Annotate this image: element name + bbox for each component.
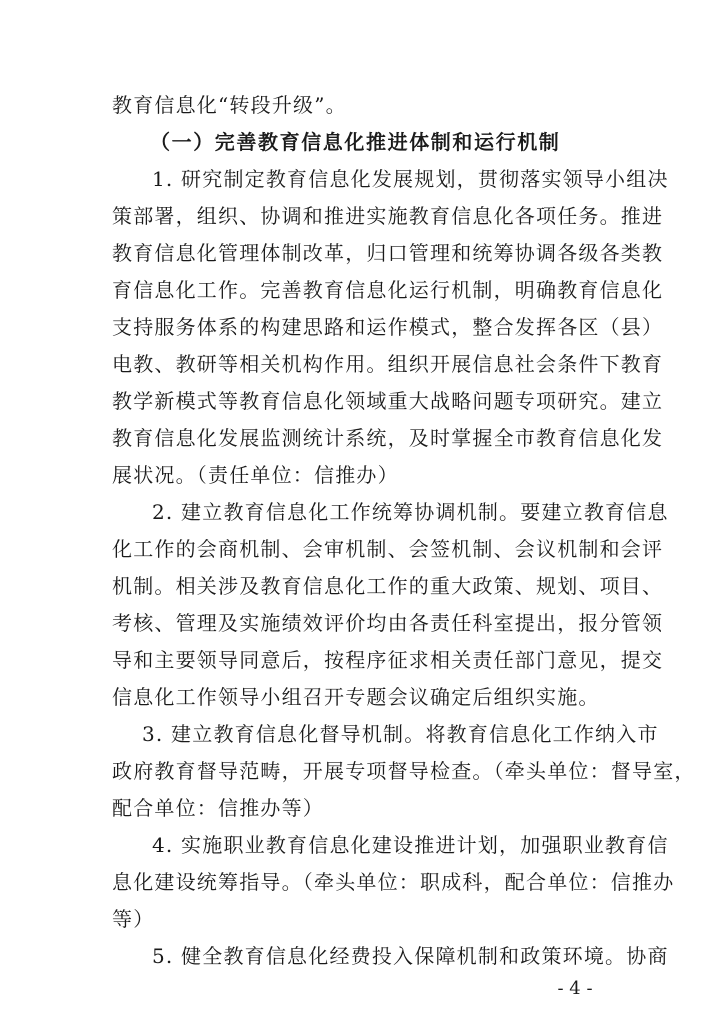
page-number: - 4 - (557, 978, 593, 999)
text-line: 考核、管理及实施绩效评价均由各责任科室提出，报分管领 (112, 611, 664, 635)
text-line: 策部署，组织、协调和推进实施教育信息化各项任务。推进 (112, 204, 664, 228)
text-line: 息化建设统筹指导。（牵头单位：职成科，配合单位：信推办 (112, 870, 675, 894)
text-line: 电教、教研等相关机构作用。组织开展信息社会条件下教育 (112, 352, 664, 376)
text-line: 展状况。（责任单位：信推办） (112, 463, 399, 487)
text-line: 2. 建立教育信息化工作统筹协调机制。要建立教育信息 (152, 500, 669, 524)
text-line: 5. 健全教育信息化经费投入保障机制和政策环境。协商 (152, 944, 669, 968)
text-line: 导和主要领导同意后，按程序征求相关责任部门意见，提交 (112, 648, 664, 672)
text-line: 教学新模式等教育信息化领域重大战略问题专项研究。建立 (112, 389, 664, 413)
text-line: 信息化工作领导小组召开专题会议确定后组织实施。 (112, 685, 600, 709)
text-line: 等） (112, 907, 155, 931)
text-line: 教育信息化管理体制改革，归口管理和统筹协调各级各类教 (112, 241, 664, 265)
section-heading: （一）完善教育信息化推进体制和运行机制 (150, 130, 561, 154)
text-line: 育信息化工作。完善教育信息化运行机制，明确教育信息化 (112, 278, 664, 302)
text-line: 3. 建立教育信息化督导机制。将教育信息化工作纳入市 (142, 722, 659, 746)
text-line: 化工作的会商机制、会审机制、会签机制、会议机制和会评 (112, 537, 664, 561)
text-line: 教育信息化“转段升级”。 (112, 93, 347, 117)
text-line: 机制。相关涉及教育信息化工作的重大政策、规划、项目、 (112, 574, 664, 598)
text-line: 教育信息化发展监测统计系统，及时掌握全市教育信息化发 (112, 426, 664, 450)
text-line: 支持服务体系的构建思路和运作模式，整合发挥各区（县） (112, 315, 664, 339)
text-line: 政府教育督导范畴，开展专项督导检查。（牵头单位：督导室， (112, 759, 696, 783)
text-line: 配合单位：信推办等） (112, 796, 324, 820)
text-line: 4. 实施职业教育信息化建设推进计划，加强职业教育信 (152, 833, 669, 857)
text-line: 1. 研究制定教育信息化发展规划，贯彻落实领导小组决 (152, 167, 669, 191)
